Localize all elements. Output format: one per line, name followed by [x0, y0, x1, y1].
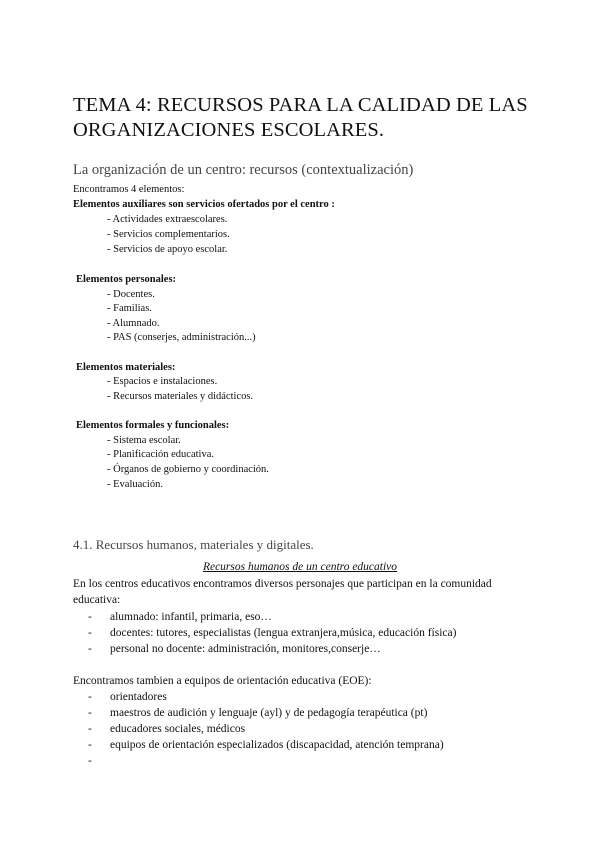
group-heading: Elementos formales y funcionales: — [76, 420, 230, 431]
group-heading: Elementos materiales: — [76, 362, 176, 373]
list-item-text: equipos de orientación especializados (discapacidad, atención temprana) — [110, 739, 444, 751]
list-item-text: docentes: tutores, especialistas (lengua extranjera,música, educación física) — [110, 627, 457, 639]
group-heading: Elementos personales: — [76, 274, 177, 285]
list-item: - PAS (conserjes, administración...) — [107, 332, 256, 343]
list-item-text: maestros de audición y lenguaje (ayl) y de pedagogía terapéutica (pt) — [110, 707, 428, 719]
list-item — [88, 625, 456, 641]
list-item — [88, 721, 245, 737]
list-item: - Familias. — [107, 303, 152, 314]
section-heading: 4.1. Recursos humanos, materiales y digitales. — [73, 537, 314, 552]
section-subtitle: La organización de un centro: recursos (contextualización) — [73, 162, 414, 178]
page-title: TEMA 4: RECURSOS PARA LA CALIDAD DE LAS ORGANIZACIONES ESCOLARES. — [73, 94, 528, 141]
list-item: - Servicios complementarios. — [107, 229, 230, 240]
bullet-dash: - — [88, 739, 92, 751]
list-item: - Evaluación. — [107, 479, 163, 490]
list-item — [88, 609, 272, 625]
list-item: - Órganos de gobierno y coordinación. — [107, 464, 269, 475]
list-item — [88, 641, 381, 657]
list-item — [88, 737, 444, 753]
group-heading: Elementos auxiliares son servicios ofertados por el centro : — [73, 199, 335, 210]
paragraph: En los centros educativos encontramos diversos personajes que participan en la comunidad educativa: — [73, 578, 492, 606]
list-item-text: orientadores — [110, 691, 167, 703]
list-item: - Planificación educativa. — [107, 449, 214, 460]
list-item — [88, 705, 427, 721]
list-item-text: personal no docente: administración, monitores,conserje… — [110, 643, 381, 655]
list-item: - Sistema escolar. — [107, 435, 181, 446]
bullet-dash: - — [88, 611, 92, 623]
paragraph: Encontramos tambien a equipos de orientación educativa (EOE): — [73, 675, 372, 687]
list-item — [88, 689, 167, 705]
bullet-dash: - — [88, 627, 92, 639]
bullet-dash: - — [88, 723, 92, 735]
list-item-text: alumnado: infantil, primaria, eso… — [110, 611, 272, 623]
list-item: - Docentes. — [107, 289, 155, 300]
list-item: - Actividades extraescolares. — [107, 214, 228, 225]
list-item: - Alumnado. — [107, 318, 160, 329]
bullet-dash: - — [88, 707, 92, 719]
intro-text: Encontramos 4 elementos: — [73, 184, 185, 195]
bullet-dash: - — [88, 691, 92, 703]
list-item: - Recursos materiales y didácticos. — [107, 391, 254, 402]
section-subheading: Recursos humanos de un centro educativo — [202, 561, 398, 573]
bullet-dash: - — [88, 755, 92, 767]
list-item — [88, 753, 110, 769]
list-item: - Servicios de apoyo escolar. — [107, 244, 228, 255]
bullet-dash: - — [88, 643, 92, 655]
list-item: - Espacios e instalaciones. — [107, 376, 218, 387]
list-item-text: educadores sociales, médicos — [110, 723, 246, 735]
